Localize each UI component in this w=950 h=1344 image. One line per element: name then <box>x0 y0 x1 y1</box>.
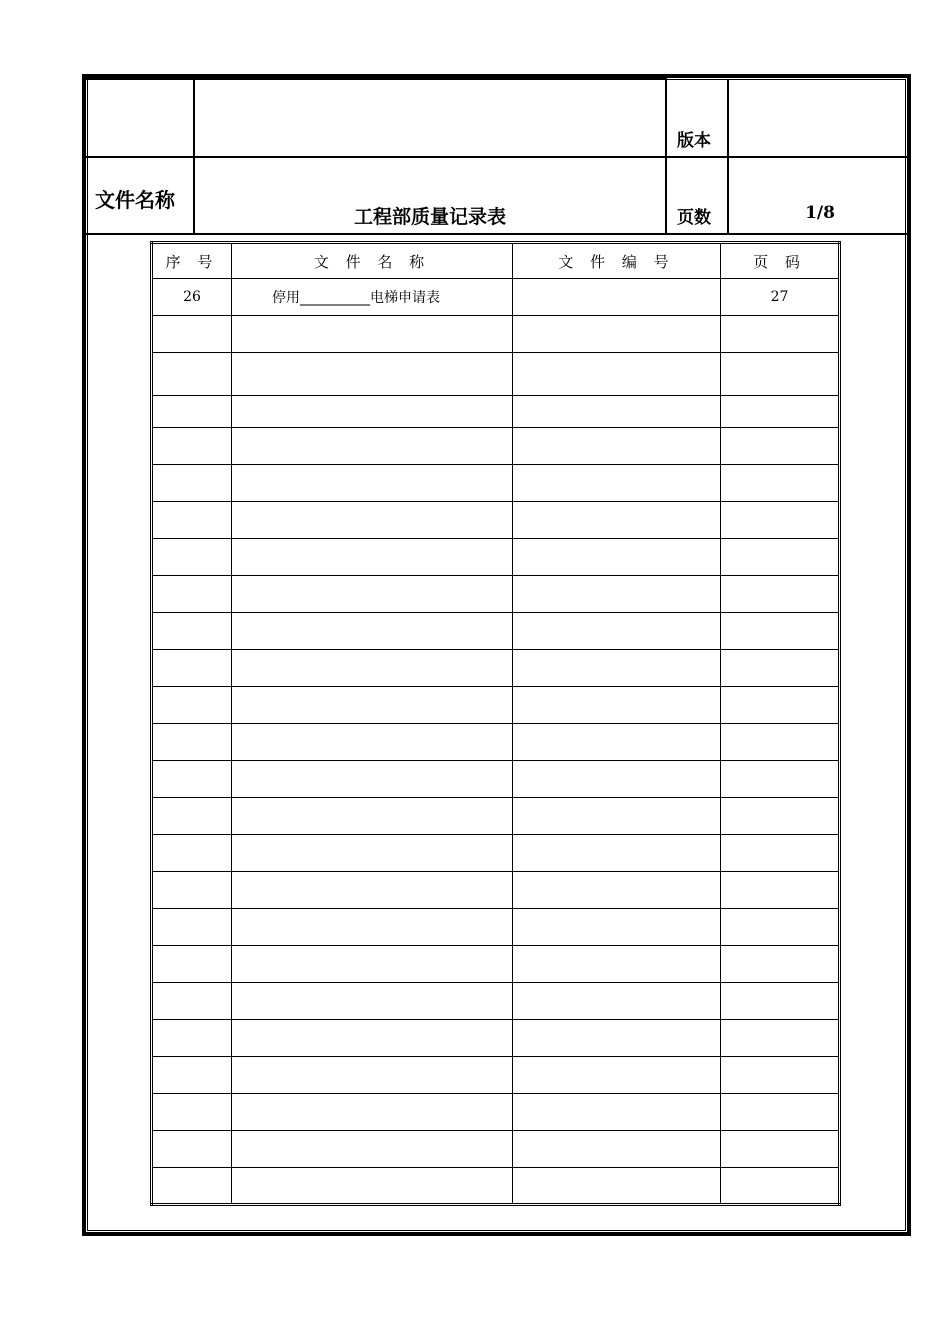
doc-name-label: 文件名称 <box>95 188 175 212</box>
cell-name <box>232 353 513 396</box>
cell-name <box>232 1168 513 1205</box>
cell-page <box>721 1057 840 1094</box>
column-header-code: 文 件 编 号 <box>513 243 721 279</box>
cell-page <box>721 465 840 502</box>
cell-seq <box>152 502 232 539</box>
cell-name: 停用__________电梯申请表 <box>232 279 513 316</box>
cell-name <box>232 798 513 835</box>
cell-seq <box>152 576 232 613</box>
cell-name <box>232 1094 513 1131</box>
cell-page <box>721 1168 840 1205</box>
cell-seq <box>152 1168 232 1205</box>
cell-code <box>513 761 721 798</box>
cell-page <box>721 835 840 872</box>
cell-page <box>721 687 840 724</box>
cell-code <box>513 279 721 316</box>
cell-seq <box>152 946 232 983</box>
cell-code <box>513 1057 721 1094</box>
cell-name <box>232 761 513 798</box>
cell-name <box>232 539 513 576</box>
table-row <box>152 465 840 502</box>
cell-seq <box>152 1057 232 1094</box>
cell-seq <box>152 650 232 687</box>
table-row <box>152 872 840 909</box>
table-row <box>152 316 840 353</box>
cell-name <box>232 650 513 687</box>
cell-page <box>721 909 840 946</box>
cell-name <box>232 576 513 613</box>
cell-page <box>721 798 840 835</box>
doc-title: 工程部质量记录表 <box>353 206 506 228</box>
cell-code <box>513 576 721 613</box>
table-row <box>152 353 840 396</box>
cell-code <box>513 1020 721 1057</box>
cell-code <box>513 946 721 983</box>
cell-code <box>513 1094 721 1131</box>
table-row <box>152 650 840 687</box>
cell-code <box>513 687 721 724</box>
table-row <box>152 835 840 872</box>
table-row <box>152 576 840 613</box>
column-header-seq: 序 号 <box>152 243 232 279</box>
cell-seq <box>152 539 232 576</box>
table-header-row <box>152 243 840 279</box>
column-header-name: 文 件 名 称 <box>232 243 513 279</box>
cell-name <box>232 872 513 909</box>
cell-page <box>721 502 840 539</box>
cell-seq <box>152 465 232 502</box>
cell-code <box>513 353 721 396</box>
cell-seq <box>152 353 232 396</box>
cell-page <box>721 396 840 428</box>
header-bottom-line <box>86 233 907 235</box>
cell-name <box>232 687 513 724</box>
cell-code <box>513 1131 721 1168</box>
header-vline-2 <box>665 78 667 234</box>
cell-name <box>232 1020 513 1057</box>
cell-page <box>721 724 840 761</box>
cell-name <box>232 724 513 761</box>
table-row <box>152 613 840 650</box>
cell-page <box>721 650 840 687</box>
cell-seq <box>152 1131 232 1168</box>
cell-page <box>721 1094 840 1131</box>
cell-seq <box>152 724 232 761</box>
cell-page <box>721 1131 840 1168</box>
cell-code <box>513 396 721 428</box>
cell-code <box>513 539 721 576</box>
cell-name <box>232 1057 513 1094</box>
cell-name <box>232 428 513 465</box>
table-row <box>152 279 840 316</box>
table-row <box>152 502 840 539</box>
record-list-table <box>150 241 841 1206</box>
table-row <box>152 1057 840 1094</box>
cell-seq <box>152 983 232 1020</box>
header-mid-line <box>86 156 907 158</box>
cell-name <box>232 396 513 428</box>
cell-code <box>513 724 721 761</box>
cell-page <box>721 316 840 353</box>
cell-name <box>232 835 513 872</box>
table-row <box>152 983 840 1020</box>
cell-seq <box>152 396 232 428</box>
cell-code <box>513 650 721 687</box>
cell-seq <box>152 316 232 353</box>
cell-code <box>513 613 721 650</box>
cell-seq: 26 <box>152 279 232 316</box>
table-row <box>152 1168 840 1205</box>
cell-code <box>513 798 721 835</box>
cell-name <box>232 983 513 1020</box>
cell-code <box>513 835 721 872</box>
cell-seq <box>152 687 232 724</box>
pages-value: 1/8 <box>805 203 835 223</box>
cell-seq <box>152 1020 232 1057</box>
table-row <box>152 1094 840 1131</box>
table-row <box>152 1020 840 1057</box>
cell-code <box>513 316 721 353</box>
cell-name <box>232 1131 513 1168</box>
cell-seq <box>152 613 232 650</box>
table-row <box>152 946 840 983</box>
cell-page <box>721 761 840 798</box>
cell-name <box>232 465 513 502</box>
cell-page <box>721 983 840 1020</box>
cell-name <box>232 946 513 983</box>
cell-code <box>513 465 721 502</box>
cell-seq <box>152 428 232 465</box>
cell-seq <box>152 872 232 909</box>
cell-seq <box>152 761 232 798</box>
cell-page: 27 <box>721 279 840 316</box>
cell-page <box>721 353 840 396</box>
cell-name <box>232 613 513 650</box>
cell-code <box>513 1168 721 1205</box>
table-row <box>152 724 840 761</box>
cell-page <box>721 428 840 465</box>
cell-name <box>232 909 513 946</box>
table-row <box>152 539 840 576</box>
table-row <box>152 798 840 835</box>
cell-name <box>232 316 513 353</box>
table-row <box>152 687 840 724</box>
header-vline-3 <box>727 80 729 234</box>
cell-page <box>721 872 840 909</box>
table-row <box>152 1131 840 1168</box>
cell-seq <box>152 798 232 835</box>
cell-page <box>721 613 840 650</box>
cell-seq <box>152 835 232 872</box>
table-row <box>152 761 840 798</box>
pages-label: 页数 <box>677 208 711 228</box>
version-label: 版本 <box>677 131 711 151</box>
cell-code <box>513 428 721 465</box>
cell-seq <box>152 909 232 946</box>
cell-code <box>513 502 721 539</box>
column-header-page: 页 码 <box>721 243 840 279</box>
header-top-line <box>86 78 666 80</box>
cell-page <box>721 946 840 983</box>
cell-code <box>513 872 721 909</box>
cell-page <box>721 539 840 576</box>
table-row <box>152 428 840 465</box>
cell-name <box>232 502 513 539</box>
cell-seq <box>152 1094 232 1131</box>
table-row <box>152 909 840 946</box>
cell-page <box>721 576 840 613</box>
cell-page <box>721 1020 840 1057</box>
cell-code <box>513 909 721 946</box>
table-row <box>152 396 840 428</box>
cell-code <box>513 983 721 1020</box>
